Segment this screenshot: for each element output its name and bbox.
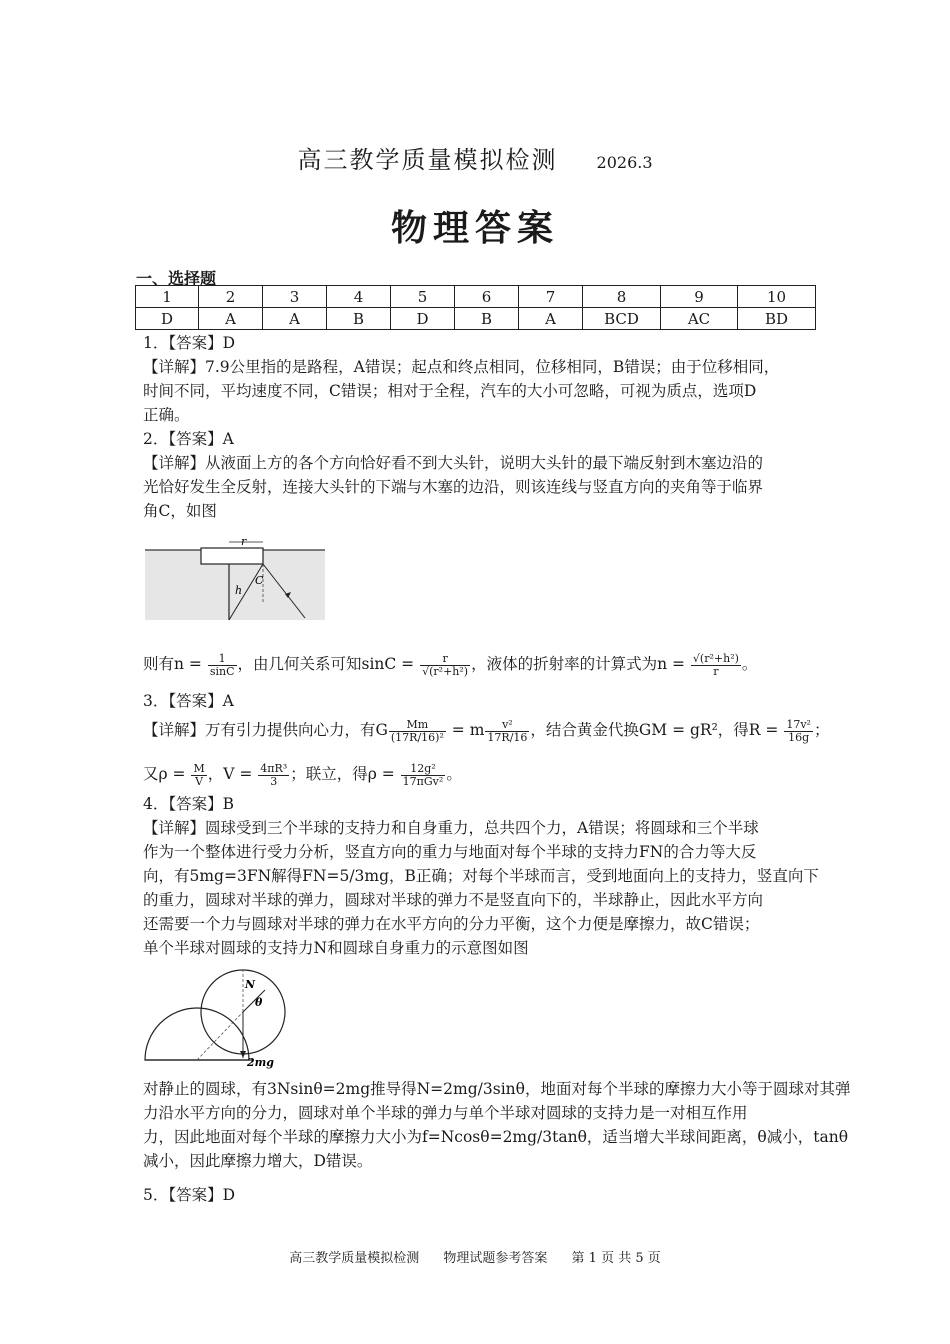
formula-text: ； bbox=[813, 721, 830, 739]
denominator: sinC bbox=[209, 664, 235, 678]
detail-line: 力沿水平方向的分力，圆球对单个半球的弹力与单个半球对圆球的支持力是一对相互作用 bbox=[143, 1104, 748, 1122]
table-cell: 7 bbox=[519, 286, 583, 308]
table-cell: 9 bbox=[661, 286, 738, 308]
fraction bbox=[401, 763, 446, 788]
h-label: h bbox=[235, 584, 243, 597]
page-title: 物理答案 bbox=[390, 207, 559, 249]
formula-text: ，结合黄金代换GM = gR²，得R = bbox=[530, 721, 784, 739]
q3-formula-1 bbox=[143, 717, 830, 744]
numerator: 12g² bbox=[401, 763, 446, 776]
table-cell: 3 bbox=[263, 286, 327, 308]
q2-formula bbox=[143, 652, 811, 678]
denominator: √(r²+h²) bbox=[422, 664, 469, 678]
detail-line: 角C，如图 bbox=[143, 502, 217, 520]
table-cell: BCD bbox=[583, 308, 661, 330]
formula-text: 【详解】万有引力提供向心力，有G bbox=[143, 721, 388, 739]
formula-text: = m bbox=[446, 721, 485, 739]
table-row-answers bbox=[136, 308, 816, 330]
hemisphere bbox=[145, 1008, 249, 1060]
formula-text: ，由几何关系可知sinC = bbox=[237, 655, 420, 673]
table-cell: 5 bbox=[391, 286, 455, 308]
answer-line: 2．【答案】A bbox=[143, 430, 234, 448]
formula-text: ，液体的折射率的计算式为n = bbox=[471, 655, 690, 673]
table-cell: A bbox=[263, 308, 327, 330]
table-cell: 1 bbox=[136, 286, 199, 308]
answer-line: 1．【答案】D bbox=[143, 334, 236, 352]
table-cell: A bbox=[519, 308, 583, 330]
detail-line: 作为一个整体进行受力分析，竖直方向的重力与地面对每个半球的支持力FN的合力等大反 bbox=[143, 843, 757, 861]
footer-doc: 物理试题参考答案 bbox=[443, 1251, 548, 1266]
theta-label: θ bbox=[255, 996, 263, 1009]
denominator: r bbox=[713, 664, 719, 678]
denominator: 17R/16 bbox=[487, 730, 528, 744]
formula-text: 。 bbox=[741, 655, 758, 673]
answer-table bbox=[135, 285, 816, 330]
question-3 bbox=[143, 689, 811, 713]
detail-line: 减小，因此摩擦力增大，D错误。 bbox=[143, 1152, 373, 1170]
formula-line bbox=[143, 717, 830, 744]
exam-date: 2026.3 bbox=[596, 153, 653, 172]
table-cell: B bbox=[327, 308, 391, 330]
header bbox=[0, 140, 950, 175]
denominator: 3 bbox=[270, 774, 278, 788]
detail-line: 对静止的圆球，有3Nsinθ=2mg推导得N=2mg/3sinθ，地面对每个半球的摩擦力大小等于圆球对其弹 bbox=[143, 1080, 851, 1098]
page-footer bbox=[0, 1247, 950, 1266]
table-row-numbers bbox=[136, 286, 816, 308]
numerator: v² bbox=[485, 719, 529, 732]
table-cell: A bbox=[199, 308, 263, 330]
q3-formula-2 bbox=[143, 762, 811, 788]
table-cell: BD bbox=[738, 308, 816, 330]
numerator: √(r²+h²) bbox=[692, 651, 739, 665]
n-label: N bbox=[245, 978, 256, 991]
gravity-label: 2mg bbox=[247, 1056, 274, 1069]
detail-line: 力，因此地面对每个半球的摩擦力大小为f=Ncosθ=2mg/3tanθ，适当增大半球间距离，θ减小，tanθ bbox=[143, 1128, 849, 1146]
answer-line: 3．【答案】A bbox=[143, 692, 234, 710]
detail-line: 还需要一个力与圆球对半球的弹力在水平方向的分力平衡，这个力便是摩擦力，故C错误； bbox=[143, 915, 760, 933]
answer-line: 5．【答案】D bbox=[143, 1186, 236, 1204]
force-diagram bbox=[143, 966, 303, 1070]
table-cell: AC bbox=[661, 308, 738, 330]
detail-line: 时间不同，平均速度不同，C错误；相对于全程，汽车的大小可忽略，可视为质点，选项D bbox=[143, 382, 757, 400]
table-cell: D bbox=[391, 308, 455, 330]
fraction bbox=[784, 719, 813, 744]
numerator: 4πR³ bbox=[260, 761, 288, 775]
table-cell: D bbox=[136, 308, 199, 330]
answer-line: 4．【答案】B bbox=[143, 795, 235, 813]
detail-line: 光恰好发生全反射，连接大头针的下端与木塞的边沿，则该连线与竖直方向的夹角等于临界 bbox=[143, 478, 764, 496]
cork bbox=[201, 548, 263, 564]
section-title: 一、选择题 bbox=[136, 269, 217, 288]
q4-continuation bbox=[143, 1077, 851, 1173]
formula-line bbox=[143, 652, 811, 678]
detail-line: 【详解】从液面上方的各个方向恰好看不到大头针，说明大头针的最下端反射到木塞边沿的 bbox=[143, 454, 764, 472]
denominator: 16g bbox=[788, 730, 810, 744]
formula-text: 则有n = bbox=[143, 655, 207, 673]
detail-line: 单个半球对圆球的支持力N和圆球自身重力的示意图如图 bbox=[143, 939, 529, 957]
denominator: 17πGv² bbox=[402, 774, 444, 788]
table-cell: B bbox=[455, 308, 519, 330]
fraction bbox=[691, 653, 741, 678]
table-cell: 2 bbox=[199, 286, 263, 308]
table-cell: 4 bbox=[327, 286, 391, 308]
formula-text: ，V = bbox=[207, 765, 258, 783]
detail-line: 向，有5mg=3FN解得FN=5/3mg，B正确；对每个半球而言，受到地面向上的支持力，竖直向下 bbox=[143, 867, 819, 885]
detail-line: 正确。 bbox=[143, 406, 190, 424]
question-4 bbox=[143, 792, 819, 960]
numerator: r bbox=[420, 653, 470, 666]
formula-text: 。 bbox=[446, 765, 462, 783]
fraction bbox=[208, 653, 237, 678]
exam-title: 高三教学质量模拟检测 bbox=[297, 146, 558, 174]
center-line bbox=[197, 1012, 243, 1060]
fraction bbox=[258, 763, 289, 788]
c-label: C bbox=[255, 574, 264, 587]
detail-line: 【详解】7.9公里指的是路程，A错误；起点和终点相同，位移相同，B错误；由于位移相同， bbox=[143, 358, 780, 376]
question-5 bbox=[143, 1183, 811, 1207]
numerator: 17v² bbox=[786, 717, 811, 731]
formula-text: 又ρ = bbox=[143, 765, 191, 783]
numerator: Mm bbox=[389, 719, 446, 732]
fraction bbox=[389, 719, 446, 744]
denominator: (17R/16)² bbox=[390, 730, 444, 744]
numerator: 1 bbox=[208, 653, 237, 666]
table-cell: 8 bbox=[583, 286, 661, 308]
fraction bbox=[485, 719, 529, 744]
question-1 bbox=[143, 331, 811, 427]
numerator: M bbox=[193, 761, 205, 775]
table-cell: 6 bbox=[455, 286, 519, 308]
fraction bbox=[191, 763, 206, 788]
footer-page: 第 1 页 共 5 页 bbox=[571, 1251, 661, 1266]
r-label: r bbox=[241, 535, 247, 548]
detail-line: 的重力，圆球对半球的弹力，圆球对半球的弹力不是竖直向下的，半球静止，因此水平方向 bbox=[143, 891, 764, 909]
question-2 bbox=[143, 427, 811, 523]
table-cell: 10 bbox=[738, 286, 816, 308]
formula-text: ；联立，得ρ = bbox=[290, 765, 400, 783]
footer-exam: 高三教学质量模拟检测 bbox=[289, 1251, 420, 1266]
formula-line bbox=[143, 762, 811, 788]
denominator: V bbox=[195, 774, 204, 788]
detail-line: 【详解】圆球受到三个半球的支持力和自身重力，总共四个力，A错误；将圆球和三个半球 bbox=[143, 819, 759, 837]
refraction-diagram bbox=[143, 534, 328, 624]
fraction bbox=[420, 653, 470, 678]
